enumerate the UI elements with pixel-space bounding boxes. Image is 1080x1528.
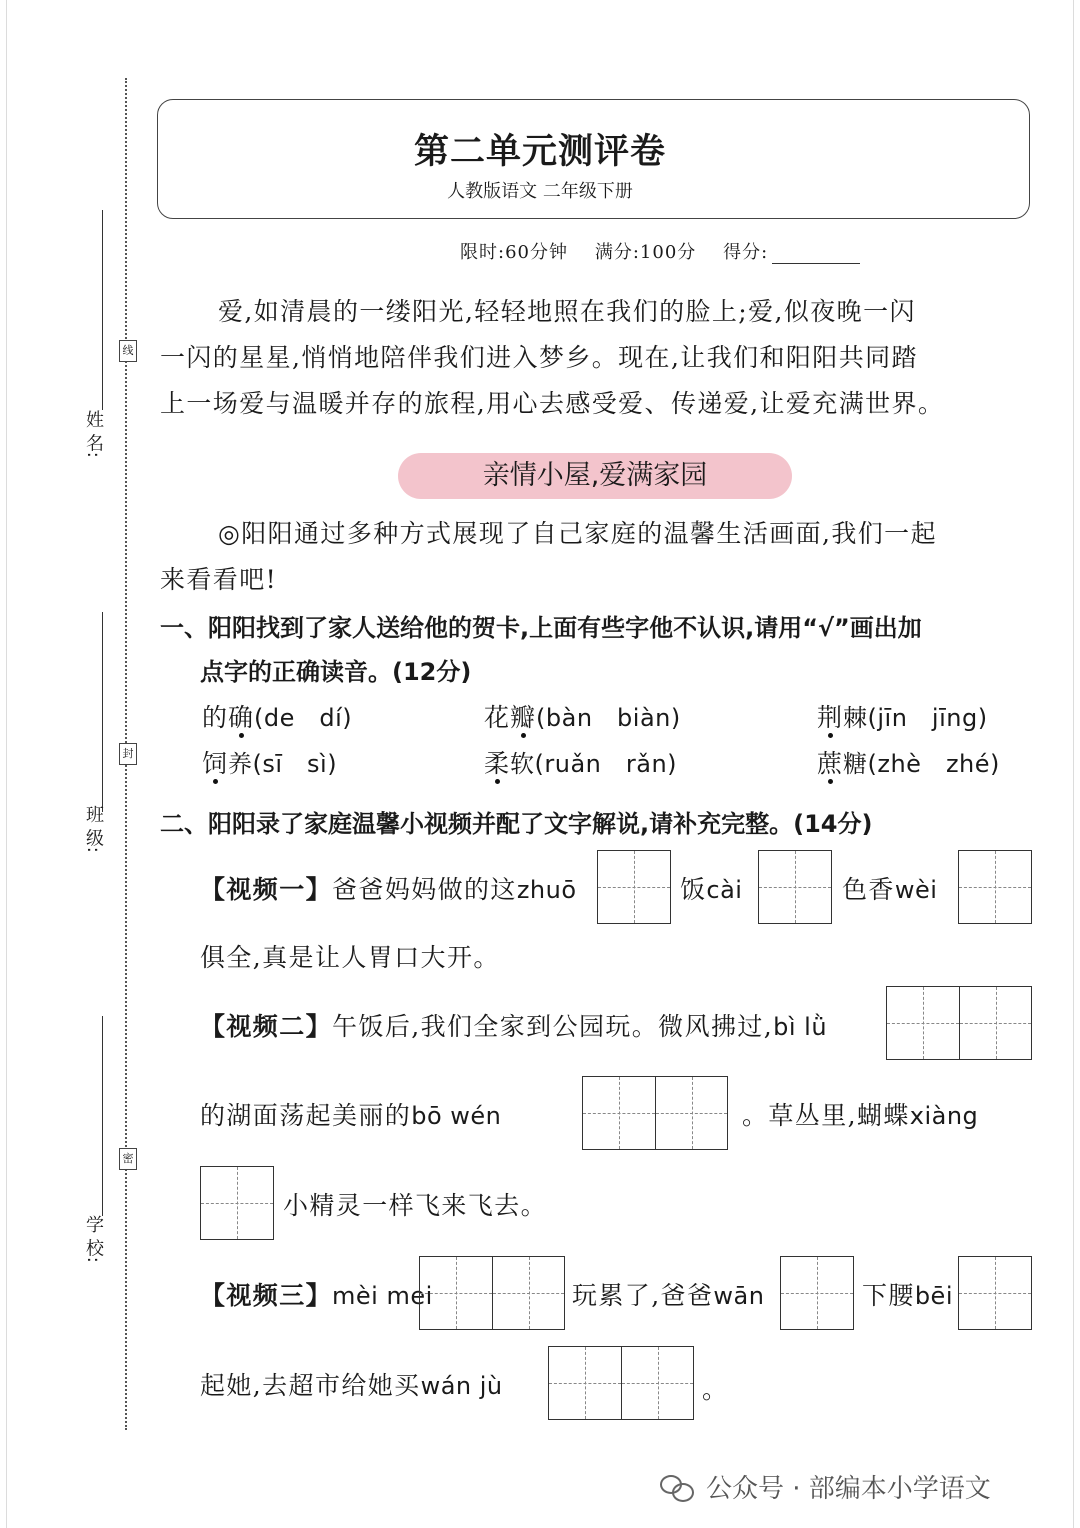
time-limit: 限时:60分钟 bbox=[460, 242, 568, 263]
intro-line-2: 一闪的星星,悄悄地陪伴我们进入梦乡。现在,让我们和阳阳共同踏 bbox=[160, 343, 918, 372]
q1-item-3[interactable]: 荆棘(jīn jīng) bbox=[817, 703, 988, 732]
score-label: 得分: bbox=[723, 242, 769, 263]
v3-grid-4[interactable] bbox=[548, 1346, 694, 1420]
section-title: 亲情小屋,爱满家园 bbox=[398, 453, 792, 499]
class-field-label: 班 级: bbox=[83, 805, 104, 853]
v3-grid-3[interactable] bbox=[958, 1256, 1032, 1330]
name-field-line[interactable] bbox=[102, 210, 103, 410]
v2-text-3: 。草丛里,蝴蝶xiàng bbox=[742, 1101, 979, 1130]
v1-grid-3[interactable] bbox=[958, 850, 1032, 924]
score-blank[interactable] bbox=[772, 263, 860, 264]
class-field-line[interactable] bbox=[102, 612, 103, 812]
q1-item-4[interactable]: 饲养(sī sì) bbox=[202, 749, 338, 778]
full-score: 满分:100分 bbox=[594, 242, 697, 263]
v2-text-4: 小精灵一样飞来飞去。 bbox=[283, 1191, 548, 1220]
v2-grid-3[interactable] bbox=[200, 1166, 274, 1240]
v2-grid-2[interactable] bbox=[582, 1076, 728, 1150]
intro-line-1: 爱,如清晨的一缕阳光,轻轻地照在我们的脸上;爱,似夜晚一闪 bbox=[218, 297, 916, 326]
q1-item-1[interactable]: 的确(de dí) bbox=[202, 703, 353, 732]
v3-text-2: 玩累了,爸爸wān bbox=[572, 1281, 765, 1310]
page-title: 第二单元测评卷 bbox=[413, 132, 666, 172]
binding-char-xian: 线 bbox=[119, 340, 137, 362]
page-subtitle: 人教版语文 二年级下册 bbox=[447, 181, 633, 202]
q1-item-6[interactable]: 蔗糖(zhè zhé) bbox=[817, 749, 1000, 778]
v1-line-2: 俱全,真是让人胃口大开。 bbox=[200, 943, 500, 972]
school-field-line[interactable] bbox=[102, 1016, 103, 1216]
v1-text-2: 饭cài bbox=[680, 875, 743, 904]
watermark-text: 公众号 · 部编本小学语文 bbox=[706, 1474, 991, 1504]
v1-text-3: 色香wèi bbox=[842, 875, 938, 904]
v3-text-5: 。 bbox=[702, 1375, 729, 1404]
v1-text-1: 【视频一】爸爸妈妈做的这zhuō bbox=[200, 875, 577, 904]
wechat-icon bbox=[660, 1473, 696, 1501]
v3-grid-1[interactable] bbox=[419, 1256, 565, 1330]
v3-grid-2[interactable] bbox=[780, 1256, 854, 1330]
v3-text-1: 【视频三】mèi mei bbox=[200, 1281, 433, 1310]
watermark bbox=[660, 1468, 991, 1505]
q1-item-2[interactable]: 花瓣(bàn biàn) bbox=[484, 703, 681, 732]
intro-line-3: 上一场爱与温暖并存的旅程,用心去感受爱、传递爱,让爱充满世界。 bbox=[160, 389, 945, 418]
v3-text-3: 下腰bēi bbox=[862, 1281, 953, 1310]
v2-text-1: 【视频二】午饭后,我们全家到公园玩。微风拂过,bì lǜ bbox=[200, 1012, 828, 1041]
binding-char-mi: 密 bbox=[119, 1148, 137, 1170]
name-field-label: 姓 名: bbox=[83, 410, 104, 458]
school-field-label: 学 校: bbox=[83, 1215, 104, 1263]
q1-item-5[interactable]: 柔软(ruǎn rǎn) bbox=[484, 749, 678, 778]
q2-title: 二、阳阳录了家庭温馨小视频并配了文字解说,请补充完整。(14分) bbox=[160, 810, 873, 838]
q1-title-line-1: 一、阳阳找到了家人送给他的贺卡,上面有些字他不认识,请用“√”画出加 bbox=[160, 614, 922, 642]
v3-text-4: 起她,去超市给她买wán jù bbox=[200, 1371, 503, 1400]
v2-text-2: 的湖面荡起美丽的bō wén bbox=[200, 1101, 502, 1130]
binding-char-feng: 封 bbox=[119, 743, 137, 765]
section-desc-line-2: 来看看吧! bbox=[160, 565, 278, 594]
score-line bbox=[460, 238, 860, 264]
v1-grid-1[interactable] bbox=[597, 850, 671, 924]
q1-title-line-2: 点字的正确读音。(12分) bbox=[200, 658, 472, 686]
v2-grid-1[interactable] bbox=[886, 986, 1032, 1060]
section-desc-line-1: ◎阳阳通过多种方式展现了自己家庭的温馨生活画面,我们一起 bbox=[218, 519, 937, 548]
v1-grid-2[interactable] bbox=[758, 850, 832, 924]
